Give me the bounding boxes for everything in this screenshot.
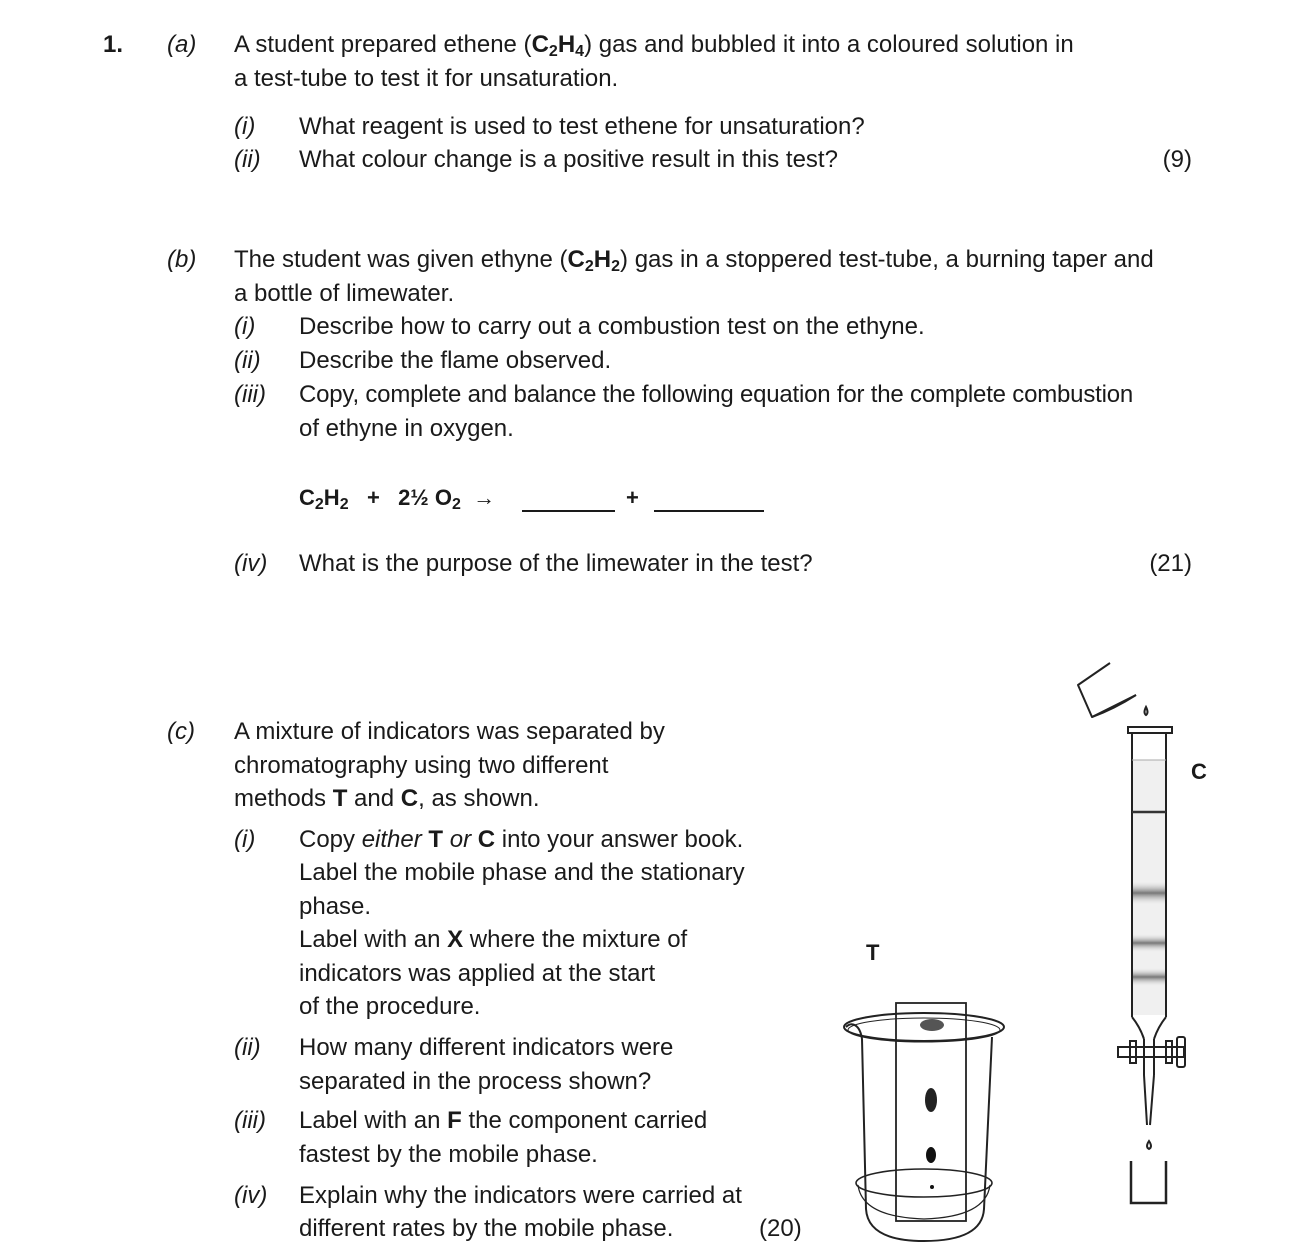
column-band-1: [1133, 880, 1165, 906]
ethene-formula: $C_2H_4$: [531, 31, 585, 60]
part-b-item-iii-text2: of ethyne in oxygen.: [299, 415, 514, 442]
part-b-item-iii-label: (iii): [234, 381, 266, 408]
part-c-intro-line2: chromatography using two different: [234, 752, 609, 779]
part-c-item-iii-label: (iii): [234, 1107, 266, 1134]
part-b-intro-line2: a bottle of limewater.: [234, 280, 455, 307]
column-band-2: [1133, 933, 1165, 953]
part-c-item-iii-line1: Label with an F the component carried: [299, 1107, 708, 1134]
equation-blank-1: [522, 492, 615, 512]
beaker-chromatography-diagram: [840, 995, 1010, 1250]
part-b-intro-text: The student was given ethyne (: [234, 246, 568, 273]
part-b-item-ii-label: (ii): [234, 347, 261, 374]
part-c-item-i-line3: phase.: [299, 893, 372, 920]
equation-plus: +: [366, 485, 380, 510]
part-b-item-iv-label: (iv): [234, 550, 268, 577]
equation-coefficient: 2½: [398, 485, 429, 510]
part-b-label: (b): [167, 246, 197, 273]
spot-lower: [926, 1147, 936, 1163]
part-c-marks: (20): [759, 1215, 802, 1242]
part-c-item-iii-line2: fastest by the mobile phase.: [299, 1141, 598, 1168]
equation-blank-2: [654, 492, 764, 512]
method-c-letter: C: [400, 785, 419, 812]
part-c-item-i-label: (i): [234, 826, 256, 853]
part-a-item-ii-label: (ii): [234, 146, 261, 173]
part-c-item-i-line1: Copy either T or C into your answer book.: [299, 826, 744, 853]
question-number: 1.: [103, 31, 124, 58]
part-a-intro-text-post: ) gas and bubbled it into a coloured solution in: [584, 31, 1074, 58]
part-c-item-ii-line2: separated in the process shown?: [299, 1068, 652, 1095]
ethyne-formula: $C_2H_2$: [567, 246, 621, 275]
part-c-item-iv-line2: different rates by the mobile phase.: [299, 1215, 674, 1242]
part-a-intro-text: A student prepared ethene (: [234, 31, 532, 58]
method-t-letter: T: [332, 785, 348, 812]
part-c-intro-line1: A mixture of indicators was separated by: [234, 718, 665, 745]
part-a-item-ii-text: What colour change is a positive result in this test?: [299, 146, 838, 173]
combustion-equation: $C_2H_2$ + 2½ $O_2$ →: [299, 485, 496, 513]
equation-arrow: →: [473, 485, 496, 510]
part-c-item-iv-line1: Explain why the indicators were carried at: [299, 1182, 742, 1209]
column-band-3: [1133, 967, 1165, 987]
part-c-item-i-line6: of the procedure.: [299, 993, 481, 1020]
part-b-item-i-label: (i): [234, 313, 256, 340]
equation-plus-2: +: [626, 485, 639, 510]
origin-dot: [930, 1185, 934, 1189]
part-c-item-iv-label: (iv): [234, 1182, 268, 1209]
part-a-item-i-text: What reagent is used to test ethene for unsaturation?: [299, 113, 865, 140]
part-b-item-ii-text: Describe the flame observed.: [299, 347, 612, 374]
part-c-item-i-line2: Label the mobile phase and the stationary: [299, 859, 745, 886]
part-a-marks: (9): [1162, 146, 1192, 173]
spot-middle: [925, 1088, 937, 1112]
part-b-item-iii-text: Copy, complete and balance the following equation for the complete combustion: [299, 381, 1134, 408]
part-c-item-ii-line1: How many different indicators were: [299, 1034, 674, 1061]
part-a-intro-line1: [234, 28, 1074, 62]
part-a-item-i-label: (i): [234, 113, 256, 140]
part-c-item-i-line4: Label with an X where the mixture of: [299, 926, 688, 953]
part-c-item-ii-label: (ii): [234, 1034, 261, 1061]
part-c-label: (c): [167, 718, 195, 745]
part-c-item-i-line5: indicators was applied at the start: [299, 960, 656, 987]
part-b-intro-text-post: ) gas in a stoppered test-tube, a burning taper and: [620, 246, 1154, 273]
part-a-label: (a): [167, 31, 197, 58]
part-c-intro-line3: methods T and C, as shown.: [234, 785, 540, 812]
part-b-item-iv-text: What is the purpose of the limewater in the test?: [299, 550, 813, 577]
part-a-intro-line2: a test-tube to test it for unsaturation.: [234, 65, 619, 92]
spot-top: [920, 1019, 944, 1031]
diagram-label-t: T: [866, 940, 880, 965]
diagram-label-c: C: [1191, 759, 1207, 784]
part-b-item-i-text: Describe how to carry out a combustion test on the ethyne.: [299, 313, 925, 340]
part-b-intro-line1: [234, 243, 1154, 277]
column-chromatography-diagram: [1070, 655, 1200, 1215]
part-b-marks: (21): [1149, 550, 1192, 577]
